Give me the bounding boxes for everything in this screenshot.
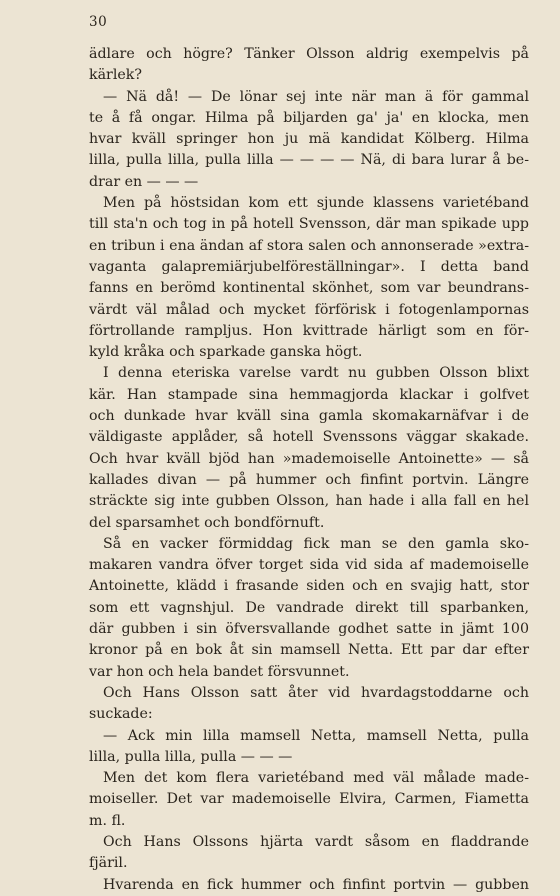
text-line: kyld kråka och sparkade ganska högt. <box>89 344 363 361</box>
text-line: hvar kväll springer hon ju mä kandidat Kölberg. Hilma <box>89 131 529 148</box>
text-line: drar en — — — <box>89 173 199 190</box>
text-line: Men det kom flera varietéband med väl målade made- <box>103 770 529 787</box>
page-number: 30 <box>89 14 108 30</box>
text-line: fjäril. <box>89 855 128 872</box>
text-line: väldigaste applåder, så hotell Svenssons väggar skakade. <box>89 429 529 446</box>
text-line: — Nä då! — De lönar sej inte när man ä för gammal <box>103 88 529 105</box>
text-line: lilla, pulla lilla, pulla — — — <box>89 748 293 765</box>
text-line: I denna eteriska varelse vardt nu gubben Olsson blixt <box>103 365 529 382</box>
text-line: vaganta galapremiärjubelföreställningar». I detta band <box>89 258 529 275</box>
text-line: till sta'n och tog in på hotell Svensson, där man spikade upp <box>89 216 529 233</box>
text-line: te å få ongar. Hilma på biljarden ga' ja' en klocka, men <box>89 109 529 126</box>
text-line: Antoinette, klädd i frasande siden och en svajig hatt, stor <box>89 578 529 595</box>
text-line: förtrollande rampljus. Hon kvittrade härligt som en för- <box>89 322 529 339</box>
text-line: och dunkade hvar kväll sina gamla skomakarnäfvar i de <box>89 408 529 425</box>
text-line: lilla, pulla lilla, pulla lilla — — — — Nä, di bara lurar å be- <box>89 152 529 169</box>
text-line: Och Hans Olssons hjärta vardt såsom en fladdrande <box>103 833 529 850</box>
text-line: moiseller. Det var mademoiselle Elvira, Carmen, Fiametta <box>89 791 529 808</box>
text-line: suckade: <box>89 706 153 723</box>
text-line: fanns en berömd kontinental skönhet, som var beundrans- <box>89 280 529 297</box>
text-line: kronor på en bok åt sin mamsell Netta. Ett par dar efter <box>89 642 529 659</box>
text-line: — Ack min lilla mamsell Netta, mamsell Netta, pulla <box>103 727 529 744</box>
text-line: Men på höstsidan kom ett sjunde klassens varietéband <box>103 195 529 212</box>
text-line: Så en vacker förmiddag fick man se den gamla sko- <box>103 535 529 552</box>
text-line: som ett vagnshjul. De vandrade direkt till sparbanken, <box>89 599 529 616</box>
text-line: kär. Han stampade sina hemmagjorda klackar i golfvet <box>89 386 529 403</box>
text-line: makaren vandra öfver torget sida vid sida af mademoiselle <box>89 557 529 574</box>
text-line: värdt väl målad och mycket förförisk i fotogenlampornas <box>89 301 529 318</box>
text-line: Hvarenda en fick hummer och finfint portvin — gubben <box>103 876 529 893</box>
text-line: Och hvar kväll bjöd han »mademoiselle Antoinette» — så <box>89 450 529 467</box>
text-line: del sparsamhet och bondförnuft. <box>89 514 325 531</box>
text-line: där gubben i sin öfversvallande godhet satte in jämt 100 <box>89 621 529 638</box>
text-line: en tribun i ena ändan af stora salen och annonserade »extra- <box>89 237 529 254</box>
text-line: sträckte sig inte gubben Olsson, han hade i alla fall en hel <box>89 493 529 510</box>
text-line: var hon och hela bandet försvunnet. <box>89 663 350 680</box>
text-line: Och Hans Olsson satt åter vid hvardagstoddarne och <box>103 684 529 701</box>
text-line: m. fl. <box>89 812 126 829</box>
text-line: ädlare och högre? Tänker Olsson aldrig exempelvis på <box>89 46 529 62</box>
text-line: kärlek? <box>89 67 142 84</box>
body-text <box>89 44 529 896</box>
text-line: kallades divan — på hummer och finfint portvin. Längre <box>89 471 529 488</box>
